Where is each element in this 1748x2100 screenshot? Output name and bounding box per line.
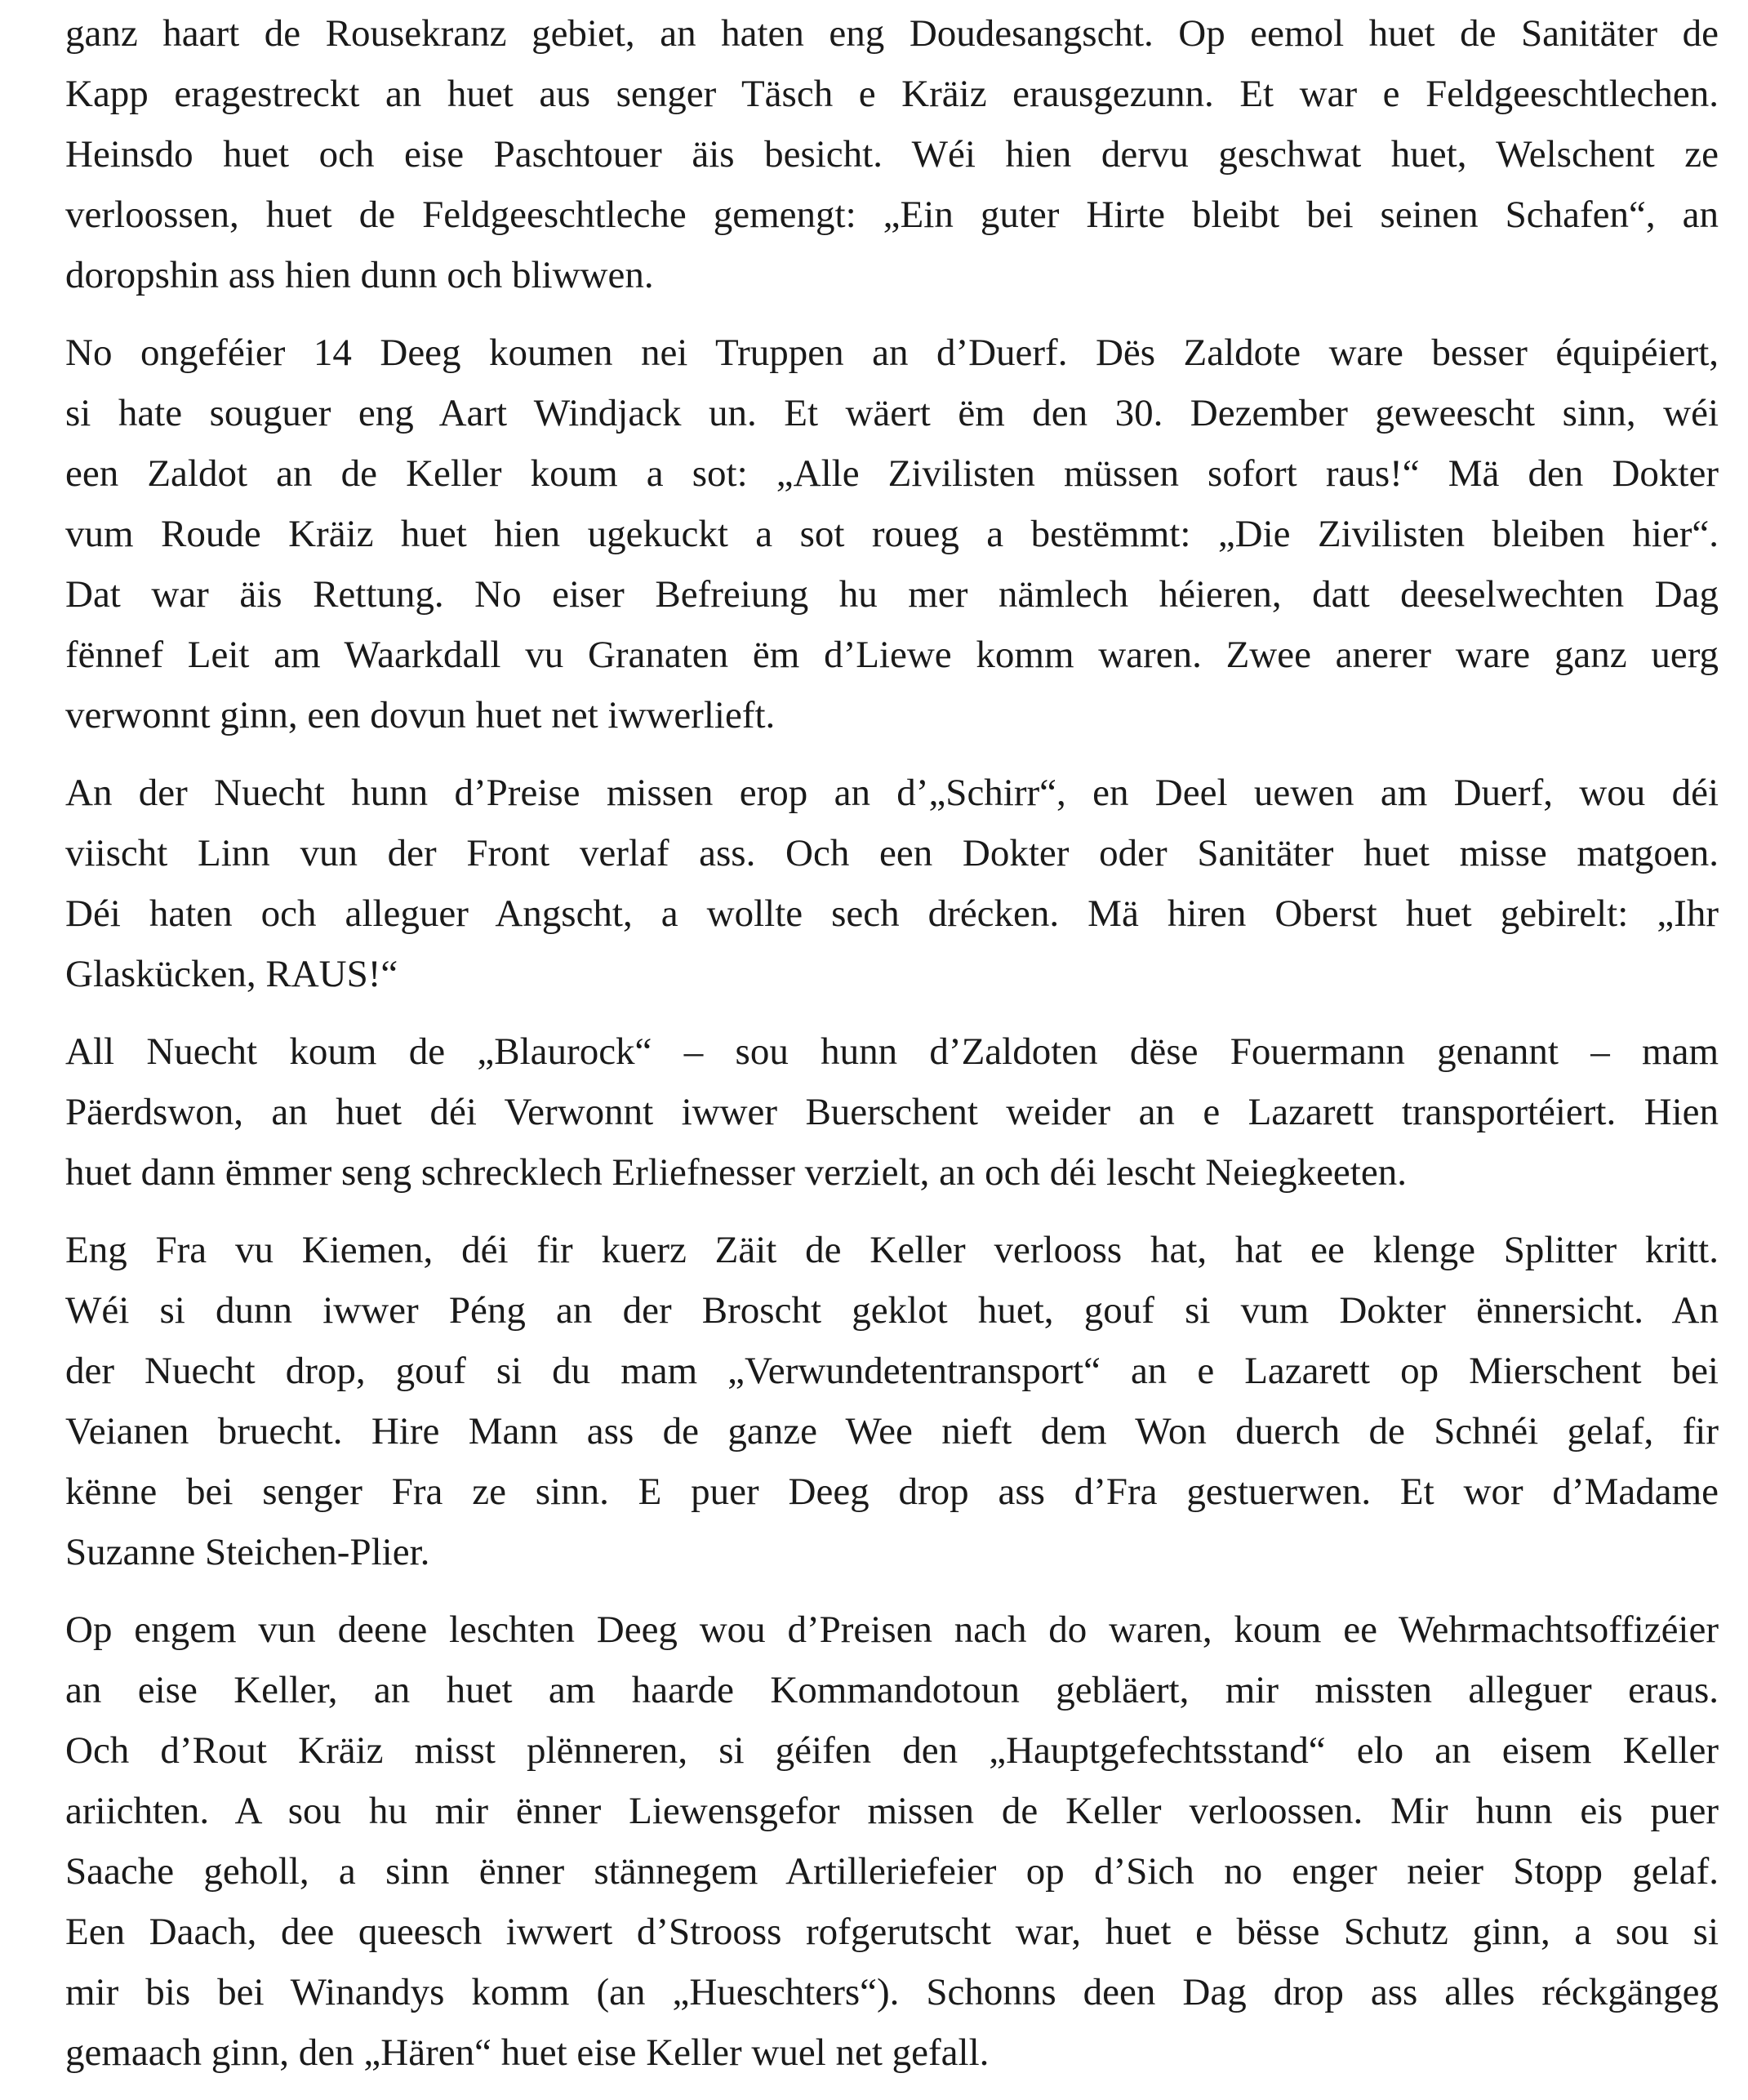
text-line: Déi haten och alleguer Angscht, a wollte sech drécken. Mä hiren Oberst huet gebirelt: „Ihr <box>65 892 1719 935</box>
text-line: Kapp eragestreckt an huet aus senger Täsch e Kräiz erausgezunn. Et war e Feldgeeschtlechen. <box>65 73 1719 115</box>
text-line: doropshin ass hien dunn och bliwwen. <box>65 254 654 296</box>
paragraph <box>65 1599 1719 2083</box>
text-line: een Zaldot an de Keller koum a sot: „Alle Zivilisten müssen sofort raus!“ Mä den Dokter <box>65 452 1719 495</box>
text-line: vum Roude Kräiz huet hien ugekuckt a sot roueg a bestëmmt: „Die Zivilisten bleiben hier“. <box>65 513 1719 555</box>
text-line: Veianen bruecht. Hire Mann ass de ganze Wee nieft dem Won duerch de Schnéi gelaf, fir <box>65 1410 1719 1453</box>
text-line: huet dann ëmmer seng schrecklech Erliefnesser verzielt, an och déi lescht Neiegkeeten. <box>65 1151 1407 1194</box>
paragraph <box>65 763 1719 1004</box>
text-line: No ongeféier 14 Deeg koumen nei Truppen an d’Duerf. Dës Zaldote ware besser équipéiert, <box>65 331 1719 374</box>
text-line: an eise Keller, an huet am haarde Kommandotoun gebläert, mir missten alleguer eraus. <box>65 1669 1719 1711</box>
paragraph <box>65 1220 1719 1582</box>
text-line: Eng Fra vu Kiemen, déi fir kuerz Zäit de Keller verlooss hat, hat ee klenge Splitter kritt. <box>65 1229 1719 1271</box>
paragraph <box>65 3 1719 305</box>
text-line: Dat war äis Rettung. No eiser Befreiung hu mer nämlech héieren, datt deeselwechten Dag <box>65 573 1719 616</box>
text-line: Päerdswon, an huet déi Verwonnt iwwer Buerschent weider an e Lazarett transportéiert. Hien <box>65 1091 1719 1133</box>
text-line: gemaach ginn, den „Hären“ huet eise Keller wuel net gefall. <box>65 2031 990 2074</box>
text-line: Glaskücken, RAUS!“ <box>65 953 398 995</box>
text-line: Een Daach, dee queesch iwwert d’Strooss rofgerutscht war, huet e bësse Schutz ginn, a sou si <box>65 1911 1719 1953</box>
text-line: verwonnt ginn, een dovun huet net iwwerlieft. <box>65 694 776 736</box>
text-line: ganz haart de Rousekranz gebiet, an haten eng Doudesangscht. Op eemol huet de Sanitäter de <box>65 12 1719 55</box>
text-line: ariichten. A sou hu mir ënner Liewensgefor missen de Keller verloossen. Mir hunn eis puer <box>65 1790 1719 1832</box>
text-line: Op engem vun deene leschten Deeg wou d’Preisen nach do waren, koum ee Wehrmachtsoffizéier <box>65 1608 1719 1651</box>
text-line: Heinsdo huet och eise Paschtouer äis besicht. Wéi hien dervu geschwat huet, Welschent ze <box>65 133 1719 176</box>
text-line: kënne bei senger Fra ze sinn. E puer Deeg drop ass d’Fra gestuerwen. Et wor d’Madame <box>65 1470 1719 1513</box>
text-line: Och d’Rout Kräiz misst plënneren, si géifen den „Hauptgefechtsstand“ elo an eisem Keller <box>65 1729 1719 1772</box>
text-line: mir bis bei Winandys komm (an „Hueschters“). Schonns deen Dag drop ass alles réckgängeg <box>65 1971 1719 2013</box>
text-line: Wéi si dunn iwwer Péng an der Broscht geklot huet, gouf si vum Dokter ënnersicht. An <box>65 1289 1719 1332</box>
text-line: Saache geholl, a sinn ënner stännegem Artilleriefeier op d’Sich no enger neier Stopp gelaf. <box>65 1850 1719 1893</box>
paragraph <box>65 1021 1719 1203</box>
text-line: viischt Linn vun der Front verlaf ass. Och een Dokter oder Sanitäter huet misse matgoen. <box>65 832 1719 874</box>
text-line: Suzanne Steichen-Plier. <box>65 1531 430 1573</box>
text-line: All Nuecht koum de „Blaurock“ – sou hunn d’Zaldoten dëse Fouermann genannt – mam <box>65 1030 1719 1073</box>
text-line: fënnef Leit am Waarkdall vu Granaten ëm d’Liewe komm waren. Zwee anerer ware ganz uerg <box>65 634 1719 676</box>
text-line: An der Nuecht hunn d’Preise missen erop an d’„Schirr“, en Deel uewen am Duerf, wou déi <box>65 772 1719 814</box>
text-line: verloossen, huet de Feldgeeschtleche gemengt: „Ein guter Hirte bleibt bei seinen Schafen“, an <box>65 194 1719 236</box>
text-line: der Nuecht drop, gouf si du mam „Verwundetentransport“ an e Lazarett op Mierschent bei <box>65 1350 1719 1392</box>
text-line: si hate souguer eng Aart Windjack un. Et wäert ëm den 30. Dezember geweescht sinn, wéi <box>65 392 1719 434</box>
paragraph <box>65 323 1719 745</box>
document-page <box>65 3 1719 2100</box>
